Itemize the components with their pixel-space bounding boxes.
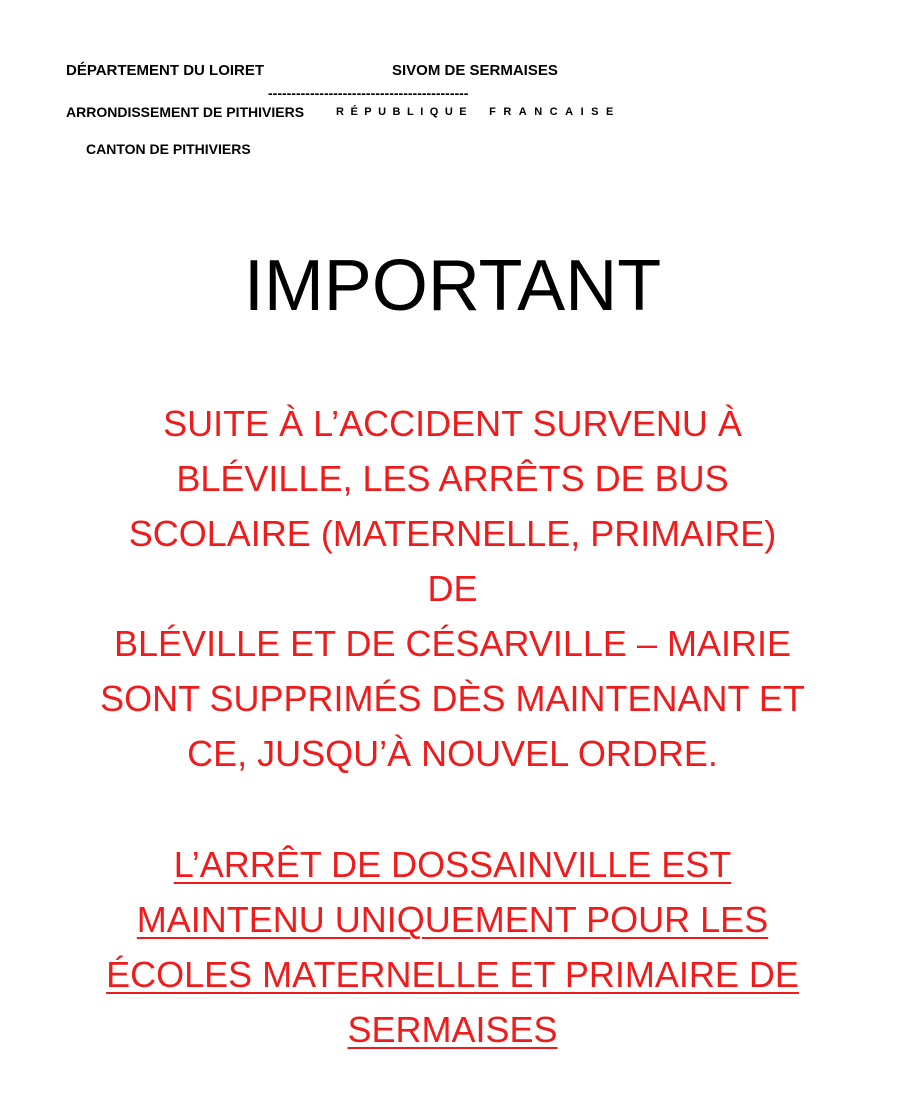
notice-line-underlined	[0, 1002, 905, 1057]
notice-line: DE	[427, 568, 478, 609]
dossainville-notice	[0, 837, 905, 1057]
departement-label: DÉPARTEMENT DU LOIRET	[66, 62, 265, 79]
notice-line-underlined	[0, 947, 905, 1002]
notice-line-underlined	[0, 892, 905, 947]
francaise-word: FRANCAISE	[489, 106, 621, 118]
main-notice	[0, 396, 905, 781]
arrondissement-label: ARRONDISSEMENT DE PITHIVIERS	[66, 104, 305, 120]
notice-line: SONT SUPPRIMÉS DÈS MAINTENANT ET	[100, 678, 805, 719]
underlined-text: L’ARRÊT DE DOSSAINVILLE EST	[173, 844, 732, 885]
republique-word: RÉPUBLIQUE	[336, 106, 474, 118]
page-title: IMPORTANT	[243, 246, 662, 326]
notice-line: CE, JUSQU’À NOUVEL ORDRE.	[187, 733, 718, 774]
sivom-label: SIVOM DE SERMAISES	[392, 62, 558, 79]
canton-label: CANTON DE PITHIVIERS	[86, 141, 251, 157]
notice-line: SCOLAIRE (MATERNELLE, PRIMAIRE)	[128, 513, 777, 554]
republique-label	[336, 107, 621, 118]
notice-line: BLÉVILLE ET DE CÉSARVILLE – MAIRIE	[114, 623, 791, 664]
notice-line-underlined	[0, 837, 905, 892]
notice-line: BLÉVILLE, LES ARRÊTS DE BUS	[176, 458, 729, 499]
underlined-text: MAINTENU UNIQUEMENT POUR LES	[136, 899, 769, 940]
notice-line: SUITE À L’ACCIDENT SURVENU À	[163, 403, 742, 444]
underlined-text: ÉCOLES MATERNELLE ET PRIMAIRE DE	[106, 954, 799, 995]
header-separator: -------------------------------------------	[268, 85, 469, 101]
underlined-text: SERMAISES	[347, 1009, 558, 1050]
